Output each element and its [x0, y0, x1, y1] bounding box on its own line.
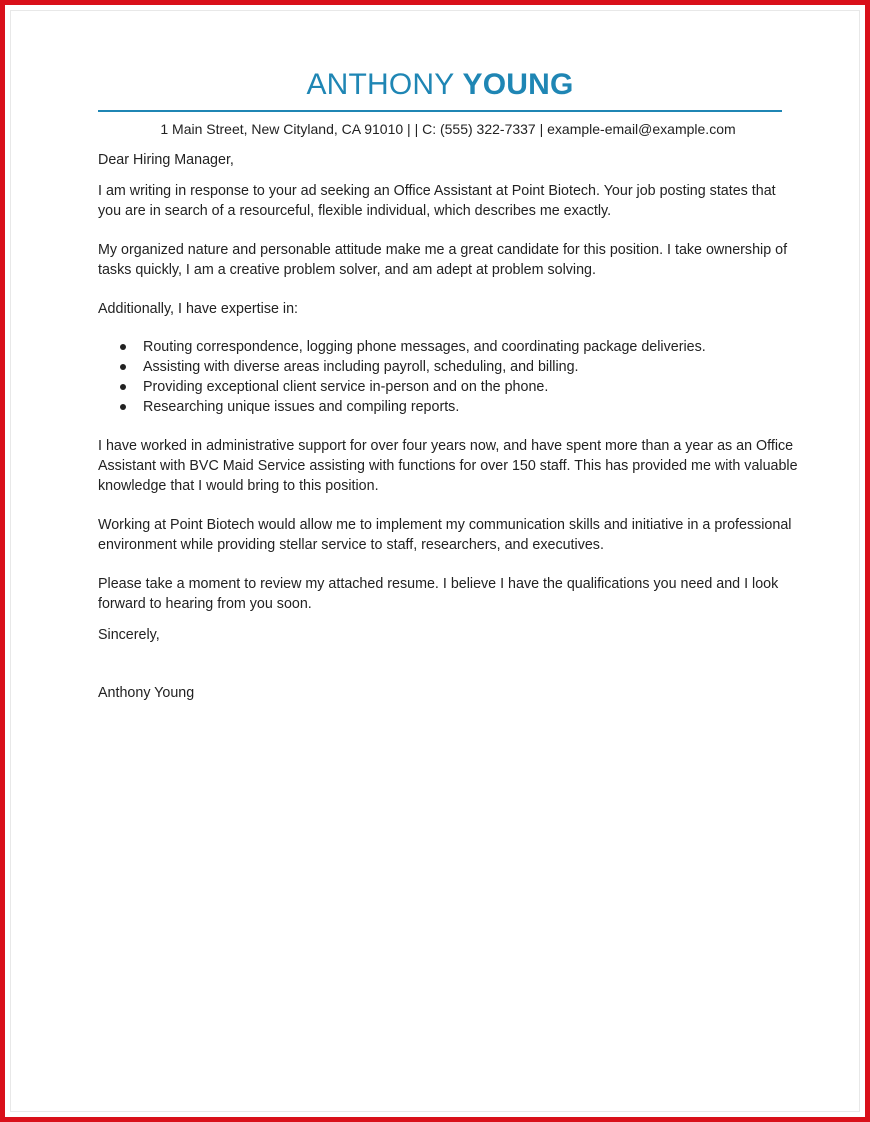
bullet-icon	[120, 344, 126, 350]
bullet-icon	[120, 364, 126, 370]
list-item-text: Routing correspondence, logging phone messages, and coordinating package deliveries.	[143, 339, 706, 355]
bullet-icon	[120, 404, 126, 410]
paragraph-call-to-action: Please take a moment to review my attached resume. I believe I have the qualifications you need and I look forward to hearing from you soon.	[98, 576, 779, 612]
list-item	[98, 357, 798, 377]
list-item	[98, 337, 798, 357]
list-item	[98, 377, 798, 397]
list-item-text: Providing exceptional client service in-person and on the phone.	[143, 379, 549, 395]
list-item-text: Researching unique issues and compiling reports.	[143, 399, 460, 415]
closing: Sincerely,	[98, 627, 160, 643]
signature: Anthony Young	[98, 685, 195, 701]
expertise-list	[98, 337, 798, 417]
first-name: ANTHONY	[306, 68, 454, 101]
paragraph-experience: I have worked in administrative support for over four years now, and have spent more than a year as an Office Assistant with BVC Maid Service assisting with functions for over 150 staff. This has provided me with valuable knowledge that I would bring to this position.	[98, 438, 798, 494]
paragraph-qualities: My organized nature and personable attitude make me a great candidate for this position. I take ownership of tasks quickly, I am a creative problem solver, and am adept at problem solving.	[98, 242, 788, 278]
applicant-name	[5, 65, 870, 105]
list-item-text: Assisting with diverse areas including payroll, scheduling, and billing.	[143, 359, 579, 375]
contact-line: 1 Main Street, New Cityland, CA 91010 | | C: (555) 322-7337 | example-email@example.com	[160, 121, 736, 137]
last-name: YOUNG	[462, 68, 574, 101]
paragraph-intro: I am writing in response to your ad seeking an Office Assistant at Point Biotech. Your job posting states that you are in search of a resourceful, flexible individual, which describes me exactly.	[98, 183, 776, 219]
bullet-icon	[120, 384, 126, 390]
list-item	[98, 397, 798, 417]
paragraph-expertise-lead: Additionally, I have expertise in:	[98, 301, 299, 317]
page-edge	[10, 10, 860, 1112]
salutation: Dear Hiring Manager,	[98, 152, 234, 168]
paragraph-motivation: Working at Point Biotech would allow me to implement my communication skills and initiative in a professional environment while providing stellar service to staff, researchers, and executives.	[98, 517, 792, 553]
header-divider	[98, 110, 782, 112]
